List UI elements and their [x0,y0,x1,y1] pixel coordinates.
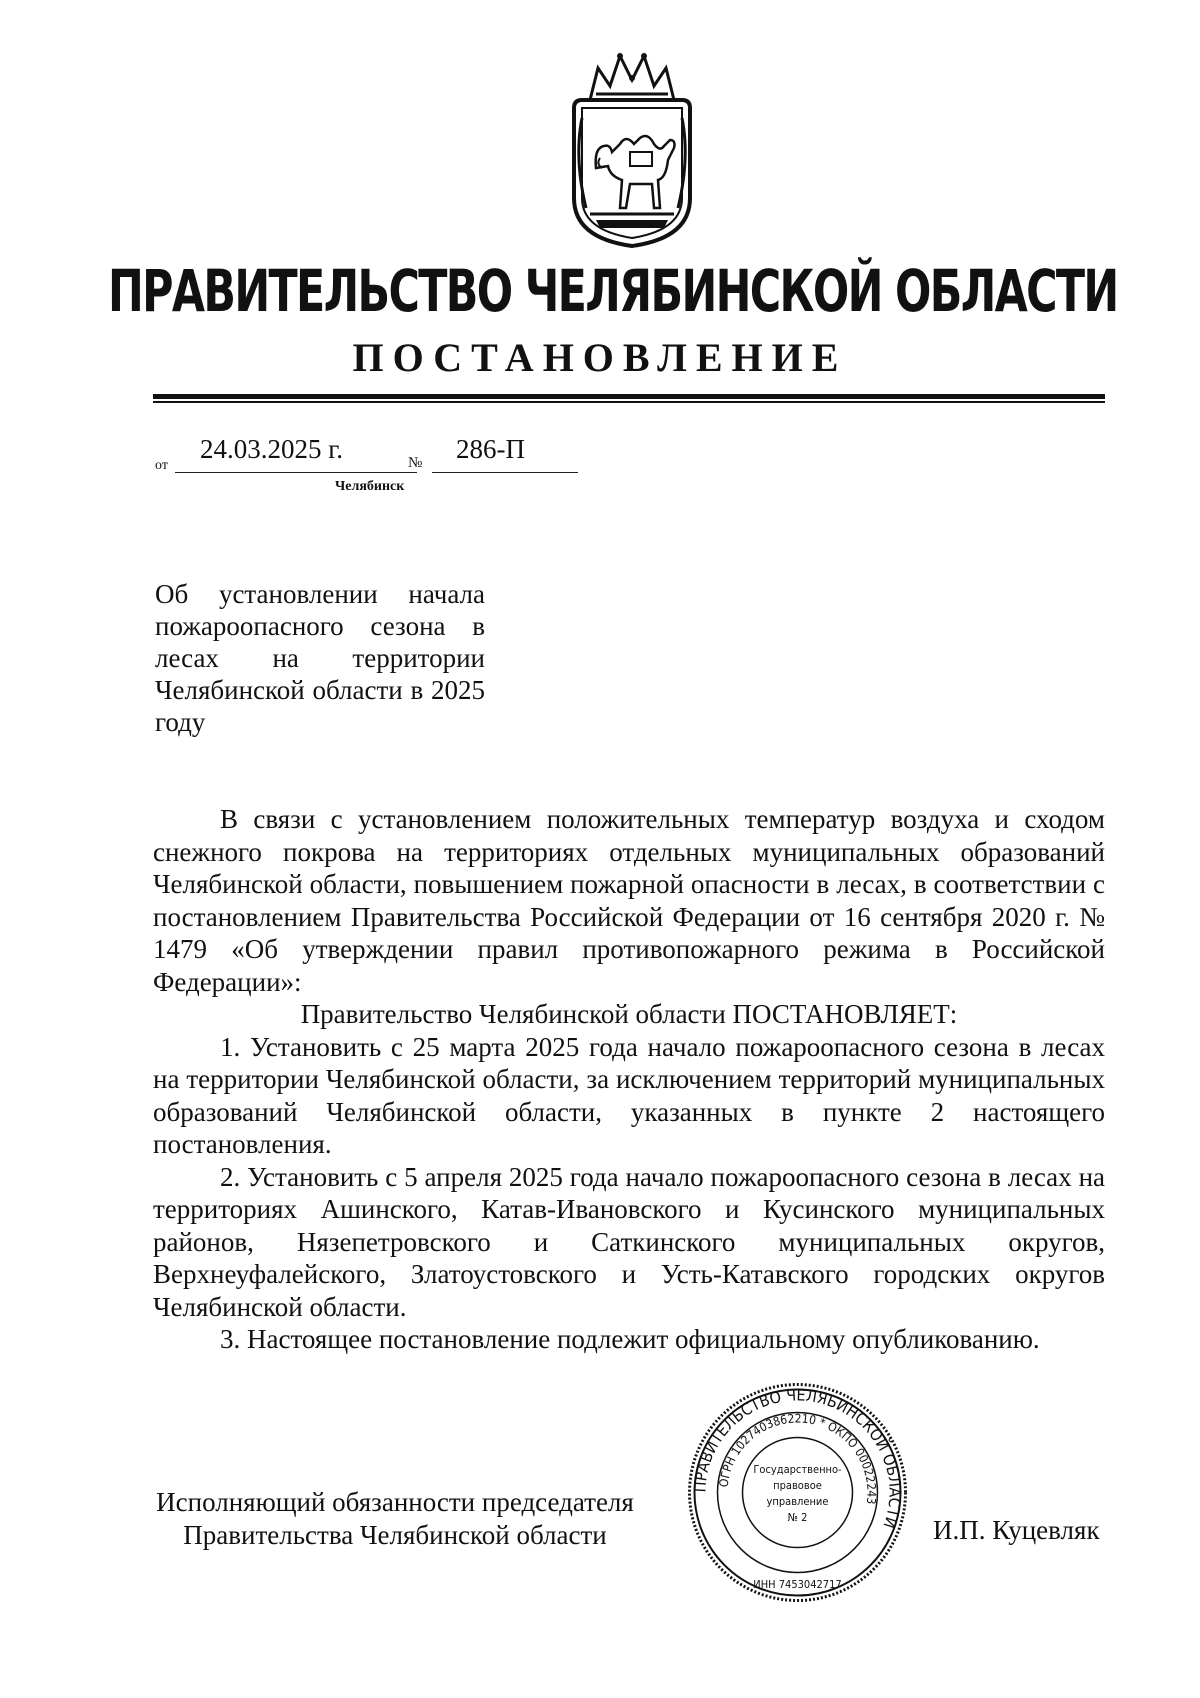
document-number: 286-П [456,434,525,464]
seal-center-line-2: правовое [773,1479,822,1492]
document-date: 24.03.2025 г. [200,434,344,464]
signatory-role-line-2: Правительства Челябинской области [183,1520,607,1550]
header-rule-thick [153,394,1105,399]
item-1-paragraph: 1. Установить с 25 марта 2025 года начало пожароопасного сезона в лесах на территории Челябинской области, за исключением территорий муниципальных образований Челябинской области, указанных в пункте 2 настоящего постановления. [153,1031,1105,1159]
official-seal-stamp [685,1380,910,1605]
date-underline [175,472,417,473]
signatory-name: И.П. Куцевляк [933,1515,1100,1545]
signatory-role-line-1: Исполняющий обязанности председателя [156,1487,634,1517]
seal-inner-text: ОГРН 1027403862210 * ОКПО 00022243 [716,1411,879,1506]
number-underline [432,472,578,473]
header-rule-thin [153,401,1105,403]
document-body [153,803,1105,1356]
item-2-paragraph: 2. Установить с 5 апреля 2025 года начало пожароопасного сезона в лесах на территориях Ашинского, Катав-Ивановского и Кусинского муниципальных районов, Нязепетровского и Саткинского муниципальных округов, Верхнеуфалейского, Златоустовского и Усть-Катавского городских округов Челябинской области. [153,1161,1105,1322]
decree-line: Правительство Челябинской области ПОСТАНОВЛЯЕТ: [300,999,958,1029]
svg-text:ПРАВИТЕЛЬСТВО ЧЕЛЯБИНСКОЙ ОБЛА [690,1385,904,1530]
seal-center-line-4: № 2 [787,1511,808,1524]
seal-center-line-3: управление [766,1495,829,1508]
city-label: Челябинск [335,479,405,494]
seal-outer-text: ПРАВИТЕЛЬСТВО ЧЕЛЯБИНСКОЙ ОБЛАСТИ [690,1385,905,1531]
seal-center-line-1: Государственно- [753,1463,842,1476]
item-3-paragraph: 3. Настоящее постановление подлежит официальному опубликованию. [220,1324,1040,1354]
from-label: от [155,458,168,473]
document-type: ПОСТАНОВЛЕНИЕ [352,335,848,380]
preamble-paragraph: В связи с установлением положительных температур воздуха и сходом снежного покрова на территориях отдельных муниципальных образований Челябинской области, повышением пожарной опасности в лесах, в соответствии с постановлением Правительства Российской Федерации от 16 сентября 2020 г. № 1479 «Об утверждении правил противопожарного режима в Российской Федерации»: [153,804,1105,997]
coat-of-arms-icon [560,48,704,248]
number-label: № [408,455,423,471]
government-title: ПРАВИТЕЛЬСТВО ЧЕЛЯБИНСКОЙ ОБЛАСТИ [108,257,1118,325]
document-subject: Об установлении начала пожароопасного сезона в лесах на территории Челябинской области в 2025 году [155,579,485,737]
signatory-role [140,1486,650,1552]
seal-inn-text: ИНН 7453042717 [753,1578,842,1591]
